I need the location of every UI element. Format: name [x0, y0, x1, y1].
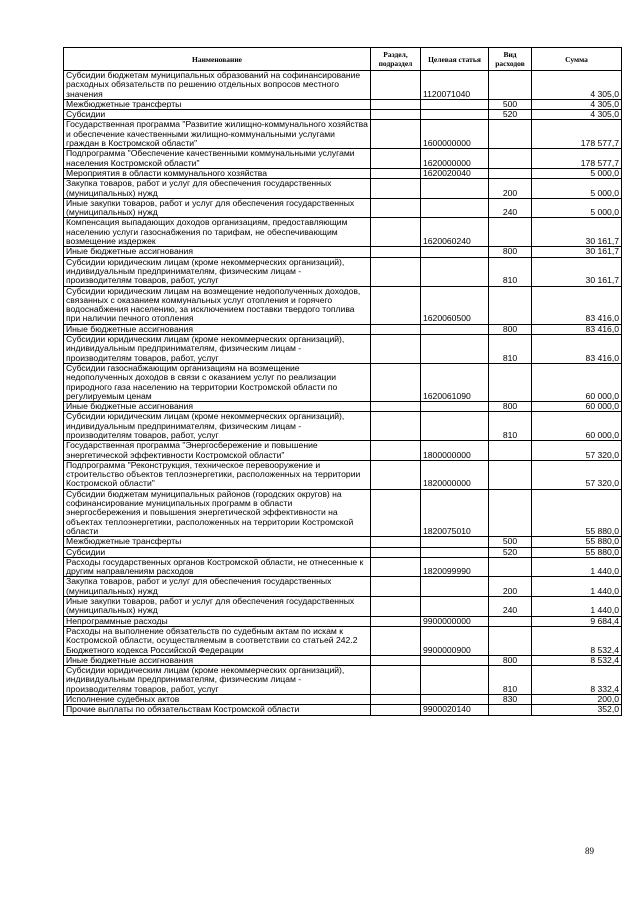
table-row — [64, 218, 622, 247]
page-number: 89 — [585, 846, 594, 856]
cell-sum: 1 440,0 — [532, 557, 622, 577]
cell-sum: 57 320,0 — [532, 441, 622, 461]
cell-sum: 30 161,7 — [532, 257, 622, 286]
cell-target: 1620060500 — [421, 286, 489, 324]
cell-target — [421, 179, 489, 199]
table-row — [64, 412, 622, 441]
cell-kind: 520 — [489, 547, 532, 557]
table-row — [64, 402, 622, 412]
cell-section — [371, 324, 421, 334]
cell-target — [421, 655, 489, 665]
header-target: Целевая статья — [421, 48, 489, 71]
cell-sum: 30 161,7 — [532, 218, 622, 247]
cell-section — [371, 363, 421, 401]
cell-sum: 83 416,0 — [532, 335, 622, 364]
cell-kind — [489, 460, 532, 489]
table-row — [64, 324, 622, 334]
cell-sum: 83 416,0 — [532, 286, 622, 324]
table-row — [64, 460, 622, 489]
cell-section — [371, 149, 421, 169]
cell-name: Прочие выплаты по обязательствам Костромской области — [64, 705, 371, 715]
cell-sum: 8 532,4 — [532, 626, 622, 655]
table-row — [64, 695, 622, 705]
budget-table — [63, 47, 622, 716]
cell-section — [371, 547, 421, 557]
cell-target — [421, 695, 489, 705]
cell-kind — [489, 71, 532, 100]
cell-name: Субсидии юридическим лицам (кроме некоммерческих организаций), индивидуальным предпринимателям, физическим лицам - производителям товаров, работ, услуг — [64, 412, 371, 441]
cell-sum: 178 577,7 — [532, 149, 622, 169]
cell-section — [371, 110, 421, 120]
cell-section — [371, 441, 421, 461]
cell-target: 1600000000 — [421, 120, 489, 149]
table-row — [64, 537, 622, 547]
header-name: Наименование — [64, 48, 371, 71]
cell-section — [371, 655, 421, 665]
cell-section — [371, 71, 421, 100]
cell-sum: 5 000,0 — [532, 198, 622, 218]
cell-sum: 60 000,0 — [532, 402, 622, 412]
table-row — [64, 705, 622, 715]
cell-section — [371, 247, 421, 257]
cell-kind — [489, 120, 532, 149]
cell-target — [421, 110, 489, 120]
cell-target: 1620061090 — [421, 363, 489, 401]
cell-target — [421, 402, 489, 412]
cell-target: 1820075010 — [421, 489, 489, 536]
cell-sum: 9 684,4 — [532, 616, 622, 626]
table-row — [64, 71, 622, 100]
cell-name: Подпрограмма "Обеспечение качественными коммунальными услугами населения Костромской области" — [64, 149, 371, 169]
cell-section — [371, 616, 421, 626]
cell-sum: 30 161,7 — [532, 247, 622, 257]
cell-section — [371, 198, 421, 218]
cell-section — [371, 412, 421, 441]
cell-kind: 800 — [489, 402, 532, 412]
cell-name: Закупка товаров, работ и услуг для обеспечения государственных (муниципальных) нужд — [64, 179, 371, 199]
cell-sum: 55 880,0 — [532, 489, 622, 536]
cell-target — [421, 597, 489, 617]
table-header-row — [64, 48, 622, 71]
cell-kind: 520 — [489, 110, 532, 120]
cell-kind: 240 — [489, 198, 532, 218]
table-row — [64, 577, 622, 597]
cell-name: Непрограммные расходы — [64, 616, 371, 626]
cell-kind: 810 — [489, 257, 532, 286]
cell-target: 1800000000 — [421, 441, 489, 461]
table-row — [64, 168, 622, 178]
cell-section — [371, 218, 421, 247]
cell-section — [371, 537, 421, 547]
cell-kind — [489, 557, 532, 577]
cell-kind: 830 — [489, 695, 532, 705]
cell-kind: 200 — [489, 577, 532, 597]
table-row — [64, 597, 622, 617]
cell-kind — [489, 441, 532, 461]
cell-section — [371, 402, 421, 412]
cell-kind — [489, 489, 532, 536]
cell-target — [421, 577, 489, 597]
cell-sum: 55 880,0 — [532, 547, 622, 557]
cell-section — [371, 705, 421, 715]
cell-name: Субсидии газоснабжающим организациям на возмещение недополученных доходов в связи с оказанием услуг по реализации природного газа населению на территории Костромской области по регулируемым ценам — [64, 363, 371, 401]
cell-target: 1620020040 — [421, 168, 489, 178]
cell-target — [421, 257, 489, 286]
cell-sum: 60 000,0 — [532, 412, 622, 441]
header-kind: Вид расходов — [489, 48, 532, 71]
cell-sum: 4 305,0 — [532, 71, 622, 100]
cell-name: Расходы государственных органов Костромской области, не отнесенные к другим направлениям расходов — [64, 557, 371, 577]
cell-sum: 178 577,7 — [532, 120, 622, 149]
cell-name: Закупка товаров, работ и услуг для обеспечения государственных (муниципальных) нужд — [64, 577, 371, 597]
cell-name: Компенсация выпадающих доходов организациям, предоставляющим населению услуги газоснабжения по тарифам, не обеспечивающим возмещение издержек — [64, 218, 371, 247]
cell-target: 1820099990 — [421, 557, 489, 577]
table-row — [64, 363, 622, 401]
cell-sum: 8 532,4 — [532, 655, 622, 665]
cell-target: 9900020140 — [421, 705, 489, 715]
cell-name: Иные закупки товаров, работ и услуг для обеспечения государственных (муниципальных) нужд — [64, 597, 371, 617]
table-row — [64, 110, 622, 120]
cell-sum: 83 416,0 — [532, 324, 622, 334]
table-row — [64, 149, 622, 169]
cell-name: Субсидии юридическим лицам (кроме некоммерческих организаций), индивидуальным предпринимателям, физическим лицам - производителям товаров, работ, услуг — [64, 257, 371, 286]
cell-section — [371, 597, 421, 617]
cell-kind: 800 — [489, 655, 532, 665]
cell-sum: 200,0 — [532, 695, 622, 705]
cell-name: Иные закупки товаров, работ и услуг для обеспечения государственных (муниципальных) нужд — [64, 198, 371, 218]
cell-kind — [489, 286, 532, 324]
cell-name: Исполнение судебных актов — [64, 695, 371, 705]
cell-sum: 4 305,0 — [532, 99, 622, 109]
cell-name: Государственная программа "Энергосбережение и повышение энергетической эффективности Костромской области" — [64, 441, 371, 461]
cell-section — [371, 489, 421, 536]
cell-section — [371, 179, 421, 199]
cell-name: Субсидии юридическим лицам (кроме некоммерческих организаций), индивидуальным предпринимателям, физическим лицам - производителям товаров, работ, услуг — [64, 666, 371, 695]
cell-kind: 800 — [489, 247, 532, 257]
table-row — [64, 547, 622, 557]
cell-target — [421, 412, 489, 441]
cell-kind: 500 — [489, 99, 532, 109]
cell-target — [421, 99, 489, 109]
table-row — [64, 198, 622, 218]
cell-name: Государственная программа "Развитие жилищно-коммунального хозяйства и обеспечение качественными жилищно-коммунальными услугами граждан в Костромской области" — [64, 120, 371, 149]
table-row — [64, 616, 622, 626]
table-row — [64, 257, 622, 286]
cell-sum: 5 000,0 — [532, 168, 622, 178]
cell-target: 1620060240 — [421, 218, 489, 247]
cell-sum: 5 000,0 — [532, 179, 622, 199]
table-row — [64, 99, 622, 109]
cell-section — [371, 168, 421, 178]
cell-name: Субсидии — [64, 547, 371, 557]
cell-section — [371, 695, 421, 705]
cell-sum: 1 440,0 — [532, 597, 622, 617]
cell-kind: 810 — [489, 412, 532, 441]
cell-section — [371, 286, 421, 324]
cell-section — [371, 120, 421, 149]
cell-name: Субсидии бюджетам муниципальных районов (городских округов) на софинансирование муниципальных программ в области энергосбережения и повышения энергетической эффективности на объектах теплоэнергетики, расположенных на территории Костромской области — [64, 489, 371, 536]
cell-name: Иные бюджетные ассигнования — [64, 247, 371, 257]
header-sum: Сумма — [532, 48, 622, 71]
cell-section — [371, 557, 421, 577]
cell-section — [371, 257, 421, 286]
cell-target — [421, 335, 489, 364]
cell-name: Иные бюджетные ассигнования — [64, 324, 371, 334]
cell-target — [421, 198, 489, 218]
cell-target: 1120071040 — [421, 71, 489, 100]
cell-section — [371, 460, 421, 489]
cell-section — [371, 577, 421, 597]
cell-section — [371, 626, 421, 655]
cell-kind: 810 — [489, 666, 532, 695]
cell-section — [371, 666, 421, 695]
cell-target — [421, 537, 489, 547]
cell-kind — [489, 218, 532, 247]
table-row — [64, 655, 622, 665]
table-row — [64, 489, 622, 536]
cell-kind: 200 — [489, 179, 532, 199]
cell-target: 1620000000 — [421, 149, 489, 169]
cell-name: Иные бюджетные ассигнования — [64, 655, 371, 665]
table-body — [64, 71, 622, 716]
cell-kind — [489, 626, 532, 655]
table-row — [64, 179, 622, 199]
cell-name: Субсидии бюджетам муниципальных образований на софинансирование расходных обязательств по решению отдельных вопросов местного значения — [64, 71, 371, 100]
cell-name: Расходы на выполнение обязательств по судебным актам по искам к Костромской области, осуществляемым в соответствии со статьей 242.2 Бюджетного кодекса Российской Федерации — [64, 626, 371, 655]
cell-target: 9900000000 — [421, 616, 489, 626]
cell-section — [371, 335, 421, 364]
cell-name: Иные бюджетные ассигнования — [64, 402, 371, 412]
cell-kind: 800 — [489, 324, 532, 334]
cell-sum: 57 320,0 — [532, 460, 622, 489]
cell-name: Межбюджетные трансферты — [64, 537, 371, 547]
cell-kind: 240 — [489, 597, 532, 617]
cell-kind — [489, 616, 532, 626]
table-row — [64, 120, 622, 149]
cell-name: Субсидии юридическим лицам на возмещение недополученных доходов, связанных с оказанием коммунальных услуг отопления и горячего водоснабжения населению, за исключением поставки твердого топлива при наличии печного отопления — [64, 286, 371, 324]
cell-name: Межбюджетные трансферты — [64, 99, 371, 109]
cell-sum: 55 880,0 — [532, 537, 622, 547]
cell-name: Мероприятия в области коммунального хозяйства — [64, 168, 371, 178]
cell-name: Субсидии — [64, 110, 371, 120]
table-row — [64, 626, 622, 655]
cell-kind — [489, 363, 532, 401]
cell-sum: 60 000,0 — [532, 363, 622, 401]
cell-kind — [489, 705, 532, 715]
table-row — [64, 666, 622, 695]
table-row — [64, 335, 622, 364]
cell-kind: 810 — [489, 335, 532, 364]
table-row — [64, 557, 622, 577]
cell-target: 1820000000 — [421, 460, 489, 489]
cell-target — [421, 547, 489, 557]
table-row — [64, 286, 622, 324]
cell-sum: 8 332,4 — [532, 666, 622, 695]
table-row — [64, 441, 622, 461]
table-row — [64, 247, 622, 257]
cell-target: 9900000900 — [421, 626, 489, 655]
cell-target — [421, 247, 489, 257]
cell-sum: 1 440,0 — [532, 577, 622, 597]
cell-section — [371, 99, 421, 109]
cell-target — [421, 324, 489, 334]
cell-name: Субсидии юридическим лицам (кроме некоммерческих организаций), индивидуальным предпринимателям, физическим лицам - производителям товаров, работ, услуг — [64, 335, 371, 364]
cell-kind — [489, 149, 532, 169]
cell-kind: 500 — [489, 537, 532, 547]
cell-sum: 4 305,0 — [532, 110, 622, 120]
cell-sum: 352,0 — [532, 705, 622, 715]
header-section: Раздел, подраздел — [371, 48, 421, 71]
cell-kind — [489, 168, 532, 178]
cell-target — [421, 666, 489, 695]
cell-name: Подпрограмма "Реконструкция, техническое перевооружение и строительство объектов теплоэнергетики, расположенных на территории Костромской области" — [64, 460, 371, 489]
